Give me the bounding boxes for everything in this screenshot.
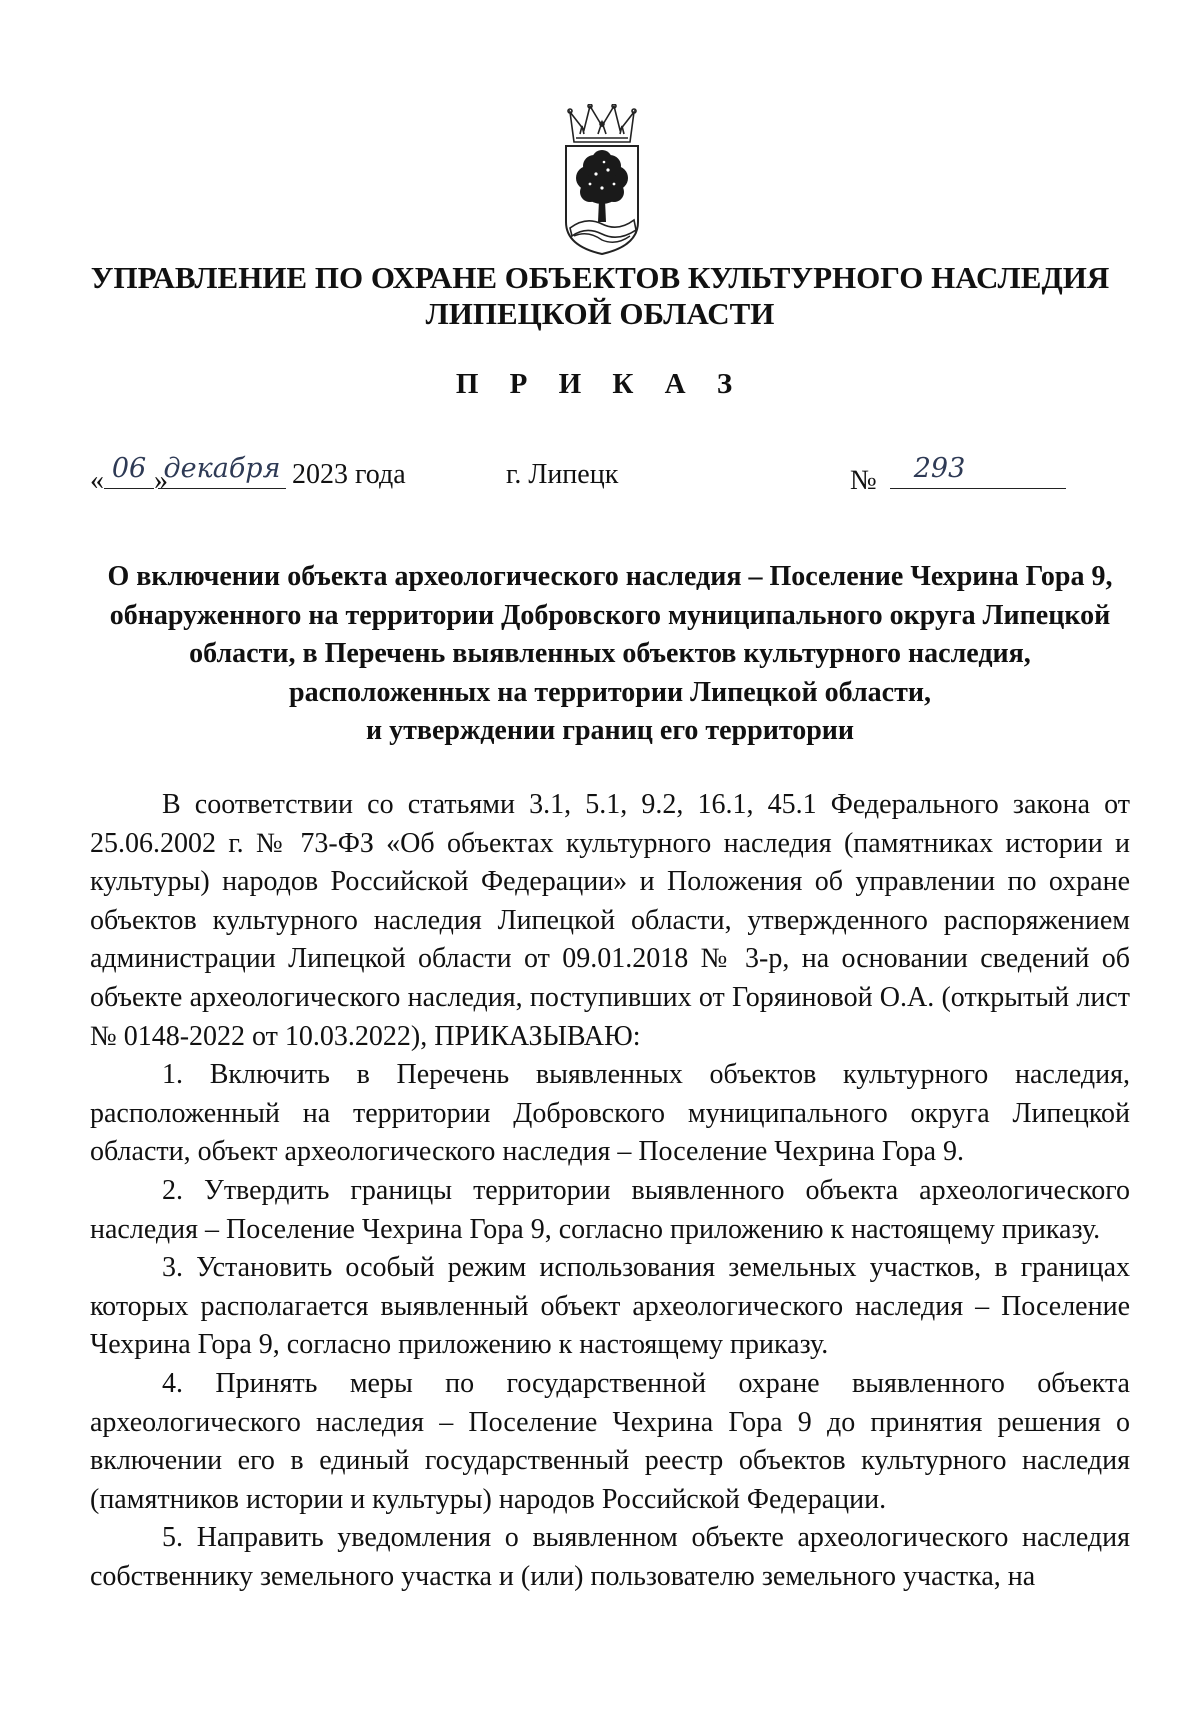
city-label: г. Липецк [506, 459, 619, 490]
date-year: 2023 года [292, 459, 406, 490]
order-item-3: 3. Установить особый режим использования земельных участков, в границах которых располагается выявленный объект археологического наследия – Поселение Чехрина Гора 9, согласно приложению к настоящему приказу. [90, 1252, 1130, 1361]
subject-line: и утверждении границ его территории [365, 715, 855, 746]
subject-line: расположенных на территории Липецкой области, [289, 676, 931, 708]
order-body [90, 786, 1130, 1596]
date-month-field [158, 453, 286, 498]
close-quote: » [154, 465, 168, 496]
order-item-1: 1. Включить в Перечень выявленных объектов культурного наследия, расположенный на территории Добровского муниципального округа Липецкой области, объект археологического наследия – Поселение Чехрина Гора 9. [90, 1059, 1130, 1168]
handwritten-day: 06 [111, 453, 147, 484]
number-sign: № [850, 465, 877, 496]
handwritten-month: декабря [163, 453, 281, 484]
organization-title-line2: ЛИПЕЦКОЙ ОБЛАСТИ [425, 296, 775, 331]
date-day-field [90, 453, 168, 498]
order-number-field [850, 453, 1066, 498]
order-item-4: 4. Принять меры по государственной охране выявленного объекта археологического наследия – Поселение Чехрина Гора 9 до принятия решения о включении его в единый государственный реестр объектов культурного наследия (памятников истории и культуры) народов Российской Федерации. [90, 1367, 1130, 1515]
coat-of-arms-icon [560, 104, 644, 256]
order-item-5: 5. Направить уведомления о выявленном объекте археологического наследия собственнику земельного участка и (или) пользователю земельного участка, на [90, 1522, 1130, 1592]
open-quote: « [90, 465, 104, 496]
subject-line: О включении объекта археологического наследия – Поселение Чехрина Гора 9, [107, 561, 1113, 592]
subject-line: обнаруженного на территории Добровского муниципального округа Липецкой [109, 599, 1111, 631]
subject-line: области, в Перечень выявленных объектов культурного наследия, [189, 638, 1031, 669]
preamble-paragraph: В соответствии со статьями 3.1, 5.1, 9.2, 16.1, 45.1 Федерального закона от 25.06.2002 г. № 73-ФЗ «Об объектах культурного наследия (памятниках истории и культуры) народов Российской Федерации» и Положения об управлении по охране объектов культурного наследия Липецкой области, утвержденного распоряжением администрации Липецкой области от 09.01.2018 № 3-р, на основании сведений об объекте археологического наследия, поступивших от Горяиновой О.А. (открытый лист № 0148-2022 от 10.03.2022), ПРИКАЗЫВАЮ: [90, 789, 1130, 1052]
order-item-2: 2. Утвердить границы территории выявленного объекта археологического наследия – Поселение Чехрина Гора 9, согласно приложению к настоящему приказу. [90, 1174, 1130, 1245]
organization-title-line1: УПРАВЛЕНИЕ ПО ОХРАНЕ ОБЪЕКТОВ КУЛЬТУРНОГО НАСЛЕДИЯ [90, 260, 1110, 295]
order-subject [90, 558, 1130, 751]
date-line [0, 453, 1200, 498]
handwritten-number: 293 [913, 453, 966, 484]
document-type-title: П Р И К А З [455, 368, 745, 400]
